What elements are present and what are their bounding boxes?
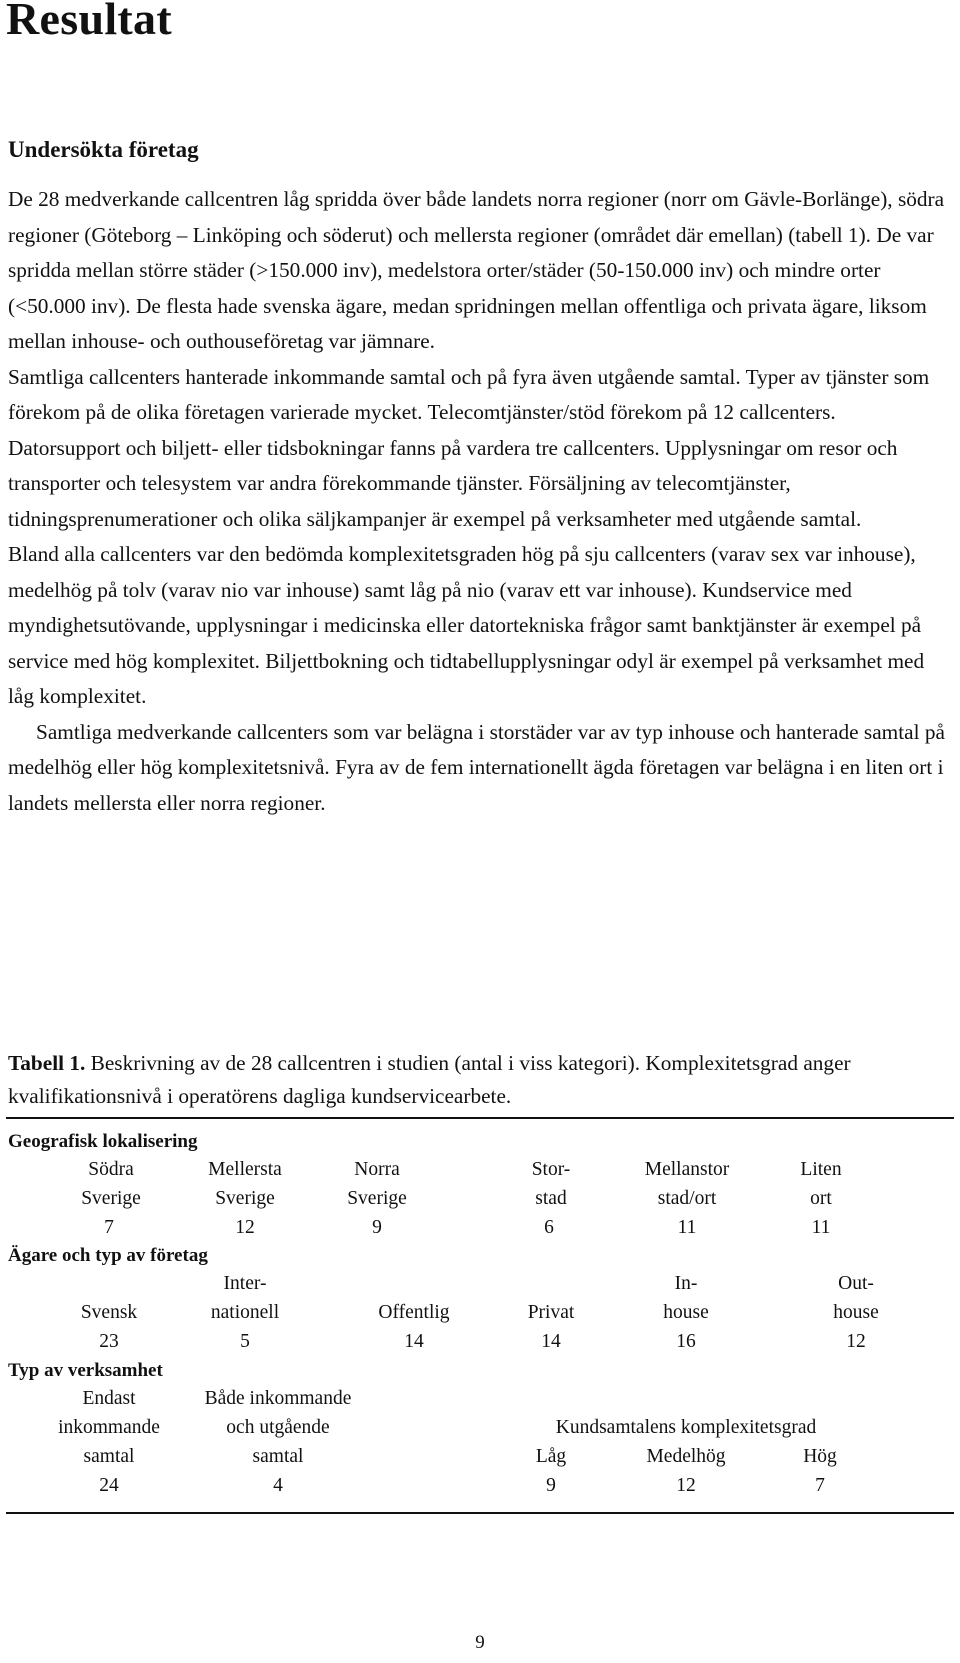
table-cell: Både inkommande <box>204 1388 352 1409</box>
table-cell: Sverige <box>347 1188 407 1209</box>
table-cell: Mellanstor <box>644 1159 730 1180</box>
table-caption-label: Tabell 1. <box>8 1051 86 1075</box>
table-cell: stad <box>535 1188 567 1209</box>
table-value: 5 <box>240 1331 250 1352</box>
table-value: 24 <box>99 1475 119 1496</box>
table-cell: Stor- <box>531 1159 571 1180</box>
table-value: 16 <box>676 1331 696 1352</box>
table-value: 23 <box>99 1331 119 1352</box>
table-bottom-rule <box>6 1512 954 1514</box>
table-cell: inkommande <box>58 1417 160 1438</box>
table-value: 11 <box>811 1217 831 1238</box>
table-value: 14 <box>541 1331 561 1352</box>
paragraph: Bland alla callcenters var den bedömda komplexitetsgraden hög på sju callcenters (varav sex var inhouse), medelhög på tolv (varav nio var inhouse) samt låg på nio (varav ett var inhouse). Kundservice med myndighetsutövande, upplysningar i medicinska eller datortekniska frågor samt banktjänster är exempel på service med hög komplexitet. Biljettbokning och tidtabellupplysningar odyl är exempel på verksamhet med låg komplexitet. <box>8 542 925 708</box>
paragraph: Samtliga callcenters hanterade inkommande samtal och på fyra även utgående samtal. Typer av tjänster som förekom på de olika företagen varierade mycket. Telecomtjänster/stöd förekom på 12 callcenters. Datorsupport och biljett- eller tidsbokningar fanns på vardera tre callcenters. Upplysningar om resor och transporter och telesystem var andra förekommande tjänster. Försäljning av telecomtjänster, tidningsprenumerationer och olika säljkampanjer är exempel på verksamheter med utgående samtal. <box>8 364 930 531</box>
table-cell: Södra <box>88 1159 134 1180</box>
paragraph: De 28 medverkande callcentren låg spridda över både landets norra regioner (norr om Gävle-Borlänge), södra regioner (Göteborg – Linköping och söderut) och mellersta regioner (området där emellan) (tabell 1). De var spridda mellan större städer (>150.000 inv), medelstora orter/städer (50-150.000 inv) och mindre orter (<50.000 inv). De flesta hade svenska ägare, medan spridningen mellan offentliga och privata ägare, liksom mellan inhouse- och outhouseföretag var jämnare. <box>8 187 945 353</box>
table-cell: Svensk <box>80 1302 138 1323</box>
table-value: 12 <box>235 1217 255 1238</box>
table-cell: Medelhög <box>646 1446 726 1467</box>
table-value: 9 <box>372 1217 382 1238</box>
table-cell: house <box>663 1302 709 1323</box>
table-cell: samtal <box>83 1446 135 1467</box>
table-cell: Kundsamtalens komplexitetsgrad <box>555 1417 817 1438</box>
table-cell: Norra <box>354 1159 400 1180</box>
table-value: 11 <box>677 1217 697 1238</box>
table-cell: Sverige <box>81 1188 141 1209</box>
table-cell: Offentlig <box>378 1302 450 1323</box>
table-cell: och utgående <box>226 1417 330 1438</box>
table-value: 7 <box>815 1475 825 1496</box>
table-section-heading: Geografisk lokalisering <box>8 1131 198 1152</box>
table-value: 12 <box>846 1331 866 1352</box>
table-cell: Mellersta <box>208 1159 282 1180</box>
table-value: 14 <box>404 1331 424 1352</box>
table-cell: stad/ort <box>657 1188 717 1209</box>
table-cell: nationell <box>210 1302 280 1323</box>
table-cell: Låg <box>535 1446 567 1467</box>
table-value: 6 <box>544 1217 554 1238</box>
table-section-heading: Typ av verksamhet <box>8 1360 163 1381</box>
table-value: 12 <box>676 1475 696 1496</box>
table-value: 7 <box>104 1217 114 1238</box>
table-cell: samtal <box>252 1446 304 1467</box>
table-top-rule <box>6 1117 954 1119</box>
page-title: Resultat <box>6 0 172 44</box>
paragraph: Samtliga medverkande callcenters som var belägna i storstäder var av typ inhouse och hanterade samtal på medelhög eller hög komplexitetsnivå. Fyra av de fem internationellt ägda företagen var belägna i en liten ort i landets mellersta eller norra regioner. <box>8 719 945 815</box>
page-number: 9 <box>475 1632 485 1653</box>
table-cell: Liten <box>800 1159 842 1180</box>
table-cell: Hög <box>803 1446 837 1467</box>
table-value: 9 <box>546 1475 556 1496</box>
section-heading: Undersökta företag <box>8 137 199 162</box>
table-caption <box>8 1047 948 1113</box>
table-section-heading: Ägare och typ av företag <box>8 1245 208 1266</box>
table-cell: Sverige <box>215 1188 275 1209</box>
table-cell: Endast <box>82 1388 136 1409</box>
table-caption-text: Beskrivning av de 28 callcentren i studien (antal i viss kategori). Komplexitetsgrad anger kvalifikationsnivå i operatörens dagliga kundservicearbete. <box>8 1051 851 1108</box>
table-cell: Out- <box>838 1273 874 1294</box>
table-cell: In- <box>674 1273 698 1294</box>
table-cell: house <box>833 1302 879 1323</box>
table-cell: ort <box>810 1188 832 1209</box>
table-cell: Inter- <box>223 1273 267 1294</box>
table-cell: Privat <box>527 1302 575 1323</box>
table-value: 4 <box>273 1475 283 1496</box>
body-text <box>8 182 948 821</box>
